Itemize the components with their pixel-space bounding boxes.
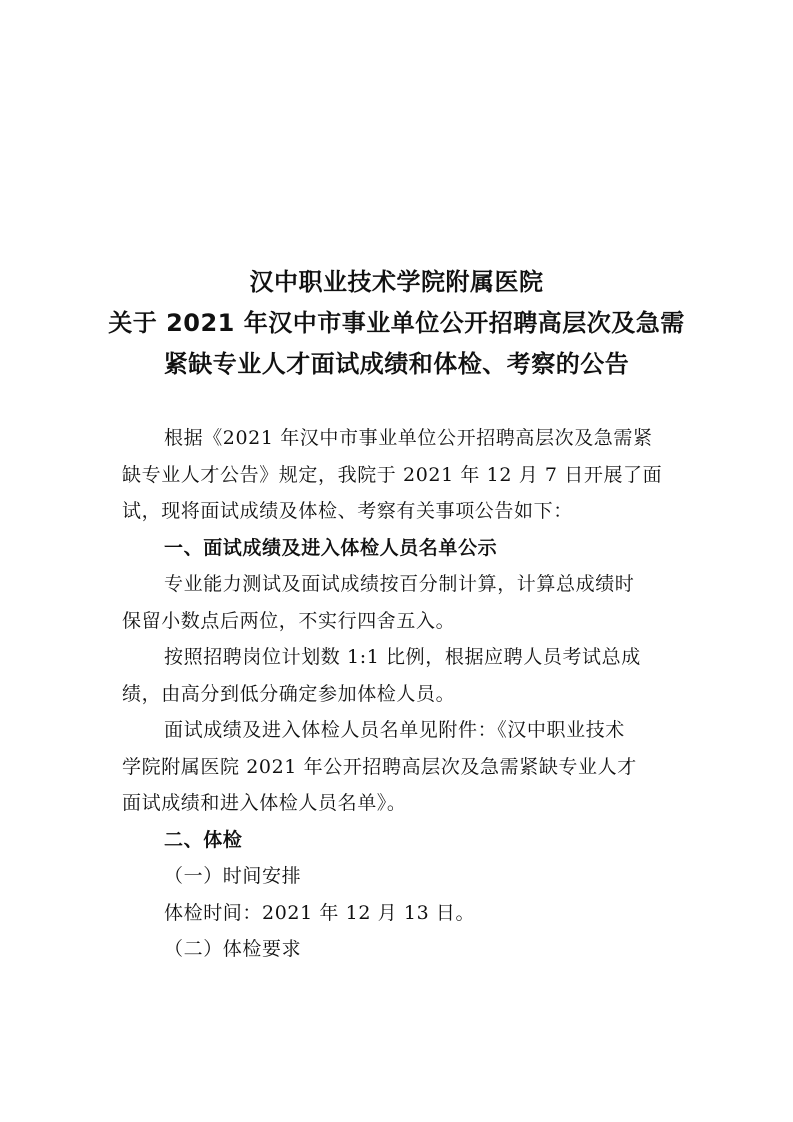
section-1-para-2-line-1: 按照招聘岗位计划数 1:1 比例，根据应聘人员考试总成	[164, 646, 641, 668]
section-1-para-1-line-1: 专业能力测试及面试成绩按百分制计算，计算总成绩时	[164, 573, 635, 595]
intro-line-2: 缺专业人才公告》规定，我院于 2021 年 12 月 7 日开展了面	[122, 463, 663, 486]
section-1-para-3-line-1: 面试成绩及进入体检人员名单见附件：《汉中职业技术	[164, 719, 625, 741]
title-line-1: 汉中职业技术学院附属医院	[249, 268, 544, 296]
section-2-heading: 二、体检	[164, 828, 243, 851]
document-body	[122, 420, 677, 968]
title-line-3: 紧缺专业人才面试成绩和体检、考察的公告	[163, 350, 630, 378]
section-2-sub-1: （一）时间安排	[164, 865, 302, 887]
section-2-sub-2: （二）体检要求	[164, 938, 302, 960]
intro-line-3: 试，现将面试成绩及体检、考察有关事项公告如下：	[122, 500, 573, 522]
section-2-time: 体检时间：2021 年 12 月 13 日。	[164, 901, 476, 924]
intro-line-1: 根据《2021 年汉中市事业单位公开招聘高层次及急需紧	[164, 427, 653, 449]
document-title	[100, 262, 693, 385]
section-1-para-2-line-2: 绩，由高分到低分确定参加体检人员。	[122, 682, 456, 705]
title-line-2: 关于 2021 年汉中市事业单位公开招聘高层次及急需	[108, 309, 685, 337]
section-1-para-3-line-2: 学院附属医院 2021 年公开招聘高层次及急需紧缺专业人才	[122, 755, 637, 778]
section-1-heading: 一、面试成绩及进入体检人员名单公示	[164, 536, 498, 559]
section-1-para-1-line-2: 保留小数点后两位，不实行四舍五入。	[122, 609, 456, 632]
section-1-para-3-line-3: 面试成绩和进入体检人员名单》。	[122, 792, 407, 814]
